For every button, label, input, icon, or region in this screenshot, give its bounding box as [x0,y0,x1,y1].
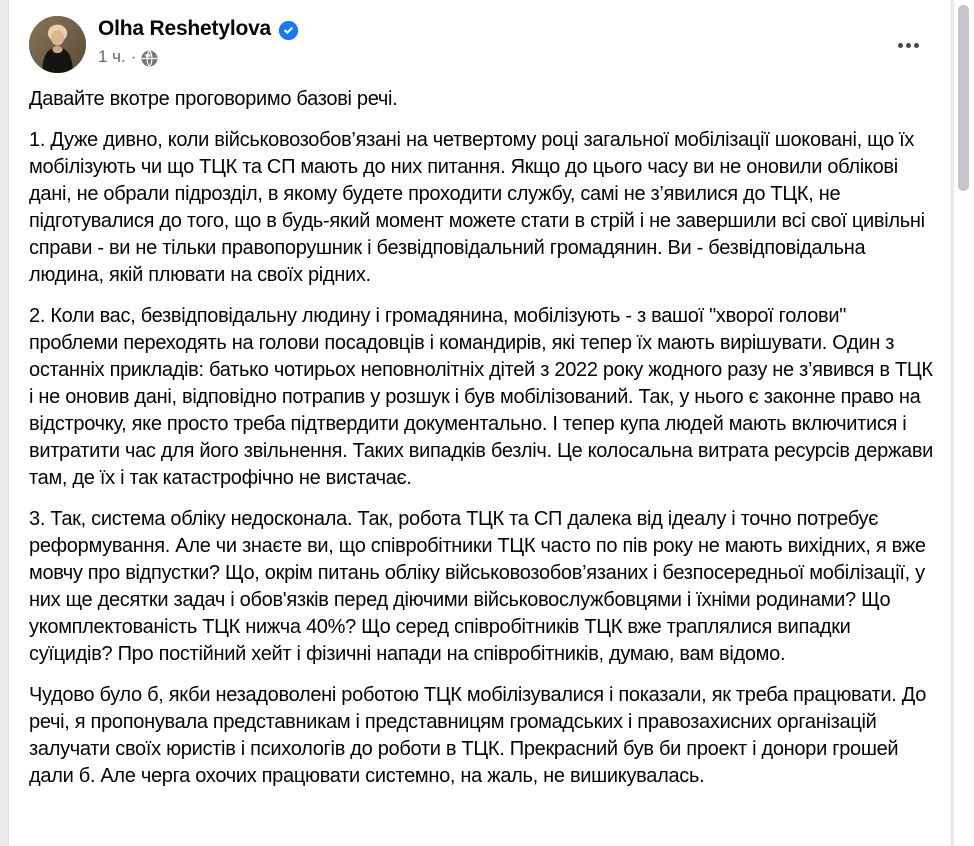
avatar-image [29,16,86,73]
author-name[interactable]: Olha Reshetylova [98,17,272,40]
scrollbar-thumb[interactable] [958,5,969,191]
ellipsis-icon [898,43,903,48]
post-paragraph: Чудово було б, якби незадоволені роботою ТЦК мобілізувалися і показали, як треба працювати. До речі, я пропонувала представникам і представницям громадських і правозахисних організацій залучати своїх юристів і психологів до роботи в ТЦК. Прекрасний був би проект і донори грошей дали б. Але черга охочих працювати системно, на жаль, не вишикувалась. [29,684,932,787]
timestamp[interactable]: 1 ч. [98,47,126,66]
post-paragraph: 1. Дуже дивно, коли військовозобов’язані на четвертому році загальної мобілізації шоковані, що їх мобілізують чи що ТЦК та СП мають до них питання. Якщо до цього часу ви не оновили облікові дані, не обрали підрозділ, в якому будете проходити службу, самі не з’явилися до ТЦК, не підготувалися до того, що в будь-який момент можете стати в стрій і не завершили всі свої цивільні справи - ви не тільки правопорушник і безвідповідальний громадянин. Ви - безвідповідальна людина, якій плювати на своїх рідних. [29,129,931,286]
avatar[interactable] [29,16,86,73]
post-header [9,0,951,78]
post-paragraph: 3. Так, система обліку недосконала. Так, робота ТЦК та СП далека від ідеалу і точно потребує реформування. Але чи знаєте ви, що співробітники ТЦК часто по пів року не мають вихідних, я вже мовчу про відпустки? Що, окрім питань обліку військовозобов’язаних і безпосередньої мобілізації, у них ще десятки задач і обов'язків перед діючими військовослужбовцями і їхніми родинами? Що укомплектованість ТЦК нижча 40%? Що серед співробітників ТЦК вже траплялися випадки суїцидів? Про постійний хейт і фізичні напади на співробітників, думаю, вам відомо. [29,508,931,665]
post-paragraph: Давайте вкотре проговоримо базові речі. [29,88,398,110]
verified-badge-icon [278,20,299,41]
post-paragraph: 2. Коли вас, безвідповідальну людину і громадянина, мобілізують - з вашої "хворої голови" проблеми переходять на голови посадовців і командирів, які тепер їх мають вирішувати. Один з останніх прикладів: батько чотирьох неповнолітніх дітей з 2022 року жодного разу не з’явився в ТЦК і не оновив дані, відповідно потрапив у розшук і був мобілізований. Так, у нього є законне право на відстрочку, яке просто треба підтвердити документально. І тепер купа людей мають включитися і витратити час для його звільнення. Таких випадків безліч. Це колосальна витрата ресурсів держави там, де їх і так катастрофічно не вистачає. [29,305,939,489]
meta-separator: · [130,47,137,66]
scrollbar-track [953,0,974,846]
more-options-button[interactable] [889,26,927,64]
facebook-post-card [8,0,952,846]
post-text [9,78,951,790]
globe-privacy-icon [141,50,158,67]
